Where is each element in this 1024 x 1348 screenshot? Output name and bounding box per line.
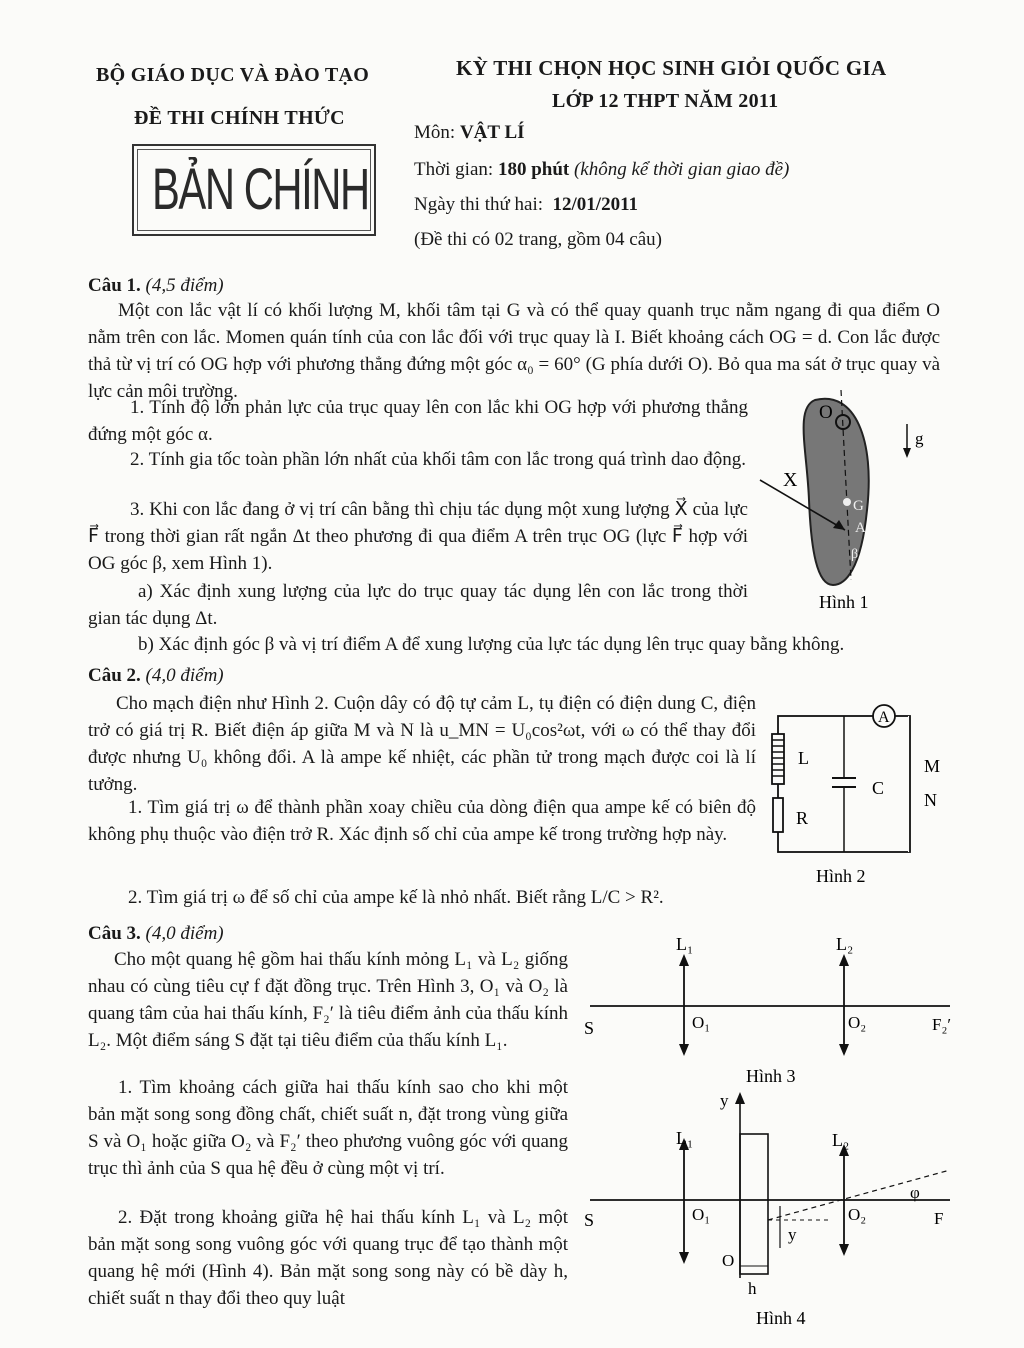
q1-part3b: b) Xác định góc β và vị trí điểm A để xung lượng của lực tác dụng lên trục quay bằng không. — [138, 634, 845, 655]
lens-l2-top — [839, 954, 849, 966]
label-f2: F₂′ — [932, 1015, 952, 1034]
figure-4 — [580, 1088, 960, 1338]
label-l1-4: L₁ — [676, 1128, 694, 1148]
q3-heading: Câu 3. (4,0 điểm) — [88, 923, 224, 944]
lens-l1-top — [679, 954, 689, 966]
resistor — [773, 798, 783, 832]
lens-l2-bottom — [839, 1044, 849, 1056]
center-g — [843, 498, 851, 506]
label-a: A — [855, 520, 866, 536]
label-o2: O₂ — [848, 1013, 867, 1032]
official-exam-label: ĐỀ THI CHÍNH THỨC — [134, 107, 345, 129]
exam-title: KỲ THI CHỌN HỌC SINH GIỎI QUỐC GIA — [456, 56, 887, 80]
label-c: C — [872, 778, 885, 798]
q1-part2: 2. Tính gia tốc toàn phần lớn nhất của khối tâm con lắc trong quá trình dao động. — [130, 449, 746, 470]
label-phi: φ — [910, 1183, 920, 1202]
label-x: X — [783, 469, 798, 491]
label-n: N — [924, 790, 937, 810]
label-l2-4: L₂ — [832, 1130, 850, 1150]
label-beta: β — [851, 547, 859, 562]
label-origin: O — [722, 1251, 735, 1270]
q2-part1: 1. Tìm giá trị ω để thành phần xoay chiều của dòng điện qua ampe kế có biên độ không phụ thuộc vào điện trở R. Xác định số chỉ của ampe kế trong trường hợp này. — [88, 797, 756, 845]
inductor-coils — [772, 740, 784, 776]
label-r: R — [796, 808, 809, 828]
figure-2 — [768, 690, 968, 890]
q2-intro: Cho mạch điện như Hình 2. Cuộn dây có độ tự cảm L, tụ điện có điện dung C, điện trở có giá trị R. Biết điện áp giữa M và N là u_MN = U₀cos²ωt, với ω có thể thay đổi được nhưng U₀ không đổi. A là ampe kế nhiệt, các phần tử trong mạch được coi là lí tưởng. — [88, 693, 756, 795]
q1-intro: Một con lắc vật lí có khối lượng M, khối tâm tại G và có thể quay quanh trục nằm ngang đi qua điểm O nằm trên con lắc. Momen quán tính của con lắc đối với trục quay là I. Biết khoảng cách OG = d. Con lắc được thả từ vị trí có OG hợp với phương thẳng đứng một góc α₀ = 60° (G phía dưới O). Bỏ qua ma sát ở trục quay và lực cản môi trường. — [88, 300, 940, 402]
q1-heading: Câu 1. (4,5 điểm) — [88, 275, 224, 296]
lens-l1-bottom — [679, 1044, 689, 1056]
label-y-axis: y — [720, 1091, 729, 1110]
date-line: Ngày thi thứ hai: 12/01/2011 — [414, 194, 639, 215]
parallel-plate — [740, 1134, 768, 1274]
fig4-caption: Hình 4 — [756, 1308, 806, 1328]
lens-l2-4-bottom — [839, 1244, 849, 1256]
ministry-name: BỘ GIÁO DỤC VÀ ĐÀO TẠO — [96, 64, 370, 86]
figure-1 — [755, 380, 955, 620]
label-l1: L₁ — [676, 934, 694, 954]
q3-part1: 1. Tìm khoảng cách giữa hai thấu kính sao cho khi một bản mặt song song đồng chất, chiết suất n, đặt trong vùng giữa S và O₁ hoặc giữa O₂ và F₂′ theo phương vuông góc với quang trục thì ảnh của S qua hệ đều ở cùng một vị trí. — [88, 1077, 568, 1179]
label-o1: O₁ — [692, 1013, 711, 1032]
fig1-caption: Hình 1 — [819, 592, 869, 612]
label-l2: L₂ — [836, 934, 854, 954]
fig2-caption: Hình 2 — [816, 866, 866, 886]
label-y-offset: y — [788, 1225, 797, 1244]
label-o: O — [819, 402, 833, 423]
q3-part2: 2. Đặt trong khoảng giữa hệ hai thấu kính L₁ và L₂ một bản mặt song song vuông góc với quang trục để tạo thành một quang hệ mới (Hình 4). Bản mặt song song này có bề dày h, chiết suất n thay đổi theo quy luật — [88, 1207, 568, 1309]
original-copy-stamp — [132, 144, 376, 236]
q2-part2: 2. Tìm giá trị ω để số chỉ của ampe kế là nhỏ nhất. Biết rằng L/C > R². — [128, 887, 664, 908]
subject-line: Môn: VẬT LÍ — [414, 122, 525, 143]
label-s-4: S — [584, 1210, 595, 1230]
q1-part1: 1. Tính độ lớn phản lực của trục quay lên con lắc khi OG hợp với phương thẳng đứng một góc α. — [88, 397, 748, 445]
label-g: G — [853, 498, 864, 514]
label-g-vector: g — [915, 429, 924, 448]
label-h: h — [748, 1279, 757, 1298]
label-f-4: F — [934, 1209, 944, 1228]
fig3-caption: Hình 3 — [746, 1066, 796, 1086]
q1-part3: 3. Khi con lắc đang ở vị trí cân bằng thì chịu tác dụng một xung lượng X⃗ của lực F⃗ trong thời gian rất ngắn Δt theo phương đi qua điểm A trên trục OG (lực F⃗ hợp với OG góc β, xem Hình 1). — [88, 499, 748, 574]
time-line: Thời gian: 180 phút (không kể thời gian giao đề) — [414, 159, 790, 180]
label-m: M — [924, 756, 941, 776]
label-l: L — [798, 748, 809, 768]
label-ammeter: A — [878, 709, 890, 726]
y-axis-arrow — [735, 1092, 745, 1104]
q2-heading: Câu 2. (4,0 điểm) — [88, 665, 224, 686]
pendulum-body — [804, 399, 869, 585]
grade-year: LỚP 12 THPT NĂM 2011 — [552, 90, 779, 112]
label-o1-4: O₁ — [692, 1205, 711, 1224]
figure-3 — [580, 930, 960, 1090]
q3-intro: Cho một quang hệ gồm hai thấu kính mỏng L₁ và L₂ giống nhau có cùng tiêu cự f đặt đồng trục. Trên Hình 3, O₁ và O₂ là quang tâm của hai thấu kính, F₂′ là tiêu điểm ảnh của thấu kính L₂. Một điểm sáng S đặt tại tiêu điểm của thấu kính L₁. — [88, 949, 568, 1051]
stamp-text: BẢN CHÍNH — [152, 157, 369, 222]
pages-note: (Đề thi có 02 trang, gồm 04 câu) — [414, 229, 662, 250]
label-s: S — [584, 1018, 595, 1038]
lens-l1-4-bottom — [679, 1252, 689, 1264]
label-o2-4: O₂ — [848, 1205, 867, 1224]
q1-part3a: a) Xác định xung lượng của lực do trục quay tác dụng lên con lắc trong thời gian tác dụng Δt. — [88, 581, 748, 629]
gravity-arrowhead — [903, 448, 911, 458]
